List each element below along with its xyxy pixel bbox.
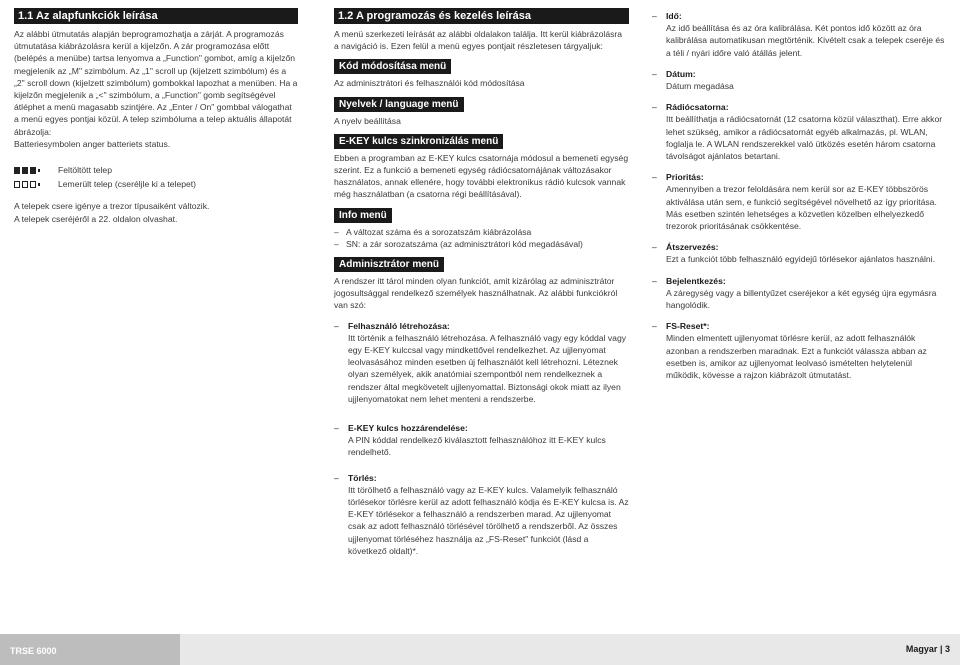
def-body: A PIN kóddal rendelkező kiválasztott felhasználóhoz itt E-KEY kulcs rendelhető. [348, 435, 606, 458]
basic-functions-paragraph: Az alábbi útmutatás alapján beprogramozhatja a zárját. A programozás útmutatása kiábrázolásra kerül a kijelzőn. A zár programozása előtt (belépés a menübe) tartsa lenyomva a „Function" gombot, amíg a kijelzőn megjelenik az „M" szimbólum. Az „1" scroll up (kijelzett szimbólum) és a „2" scroll down (kijelzett szimbólum) gombokkal lapozhat a menüben. Ha a kijelzőn megjelenik a „<" szimbólum, a „Function" gomb segítségével átléphet a menü magasabb szintjére. Az „Enter / On" gombbal válogathat a menü egyes pontjai közül. A telep szimbóluma a telep aktuális állapotát ábrázolja: [14, 29, 298, 137]
def-title: – Prioritás: [652, 171, 947, 183]
def-date [652, 68, 947, 92]
battery-type-note: A telepek csere igénye a trezor típusaiként változik. [14, 201, 210, 212]
battery-empty-label: Lemerült telep (cseréljle ki a telepet) [58, 179, 197, 190]
def-priority [652, 171, 947, 232]
def-fs-reset [652, 320, 947, 381]
battery-empty-row [14, 178, 298, 190]
page-footer [0, 631, 960, 665]
def-body: Itt történik a felhasználó létrehozása. A felhasználó vagy egy kóddal vagy egy E-KEY kulccsal vagy mindkettővel rendelkezhet. Az ujjlenyomat leolvasásához minden esetben új felhasználót kell létrehozni. Léteznek olyan személyek, akik anatómiai szempontból nem rendelkeznek a rendszer által megkövetelt ujjlenyomattal. Biztonsági okok miatt az ilyen ujjlenyomatokat nem lehet menteni a rendszerbe. [348, 332, 627, 404]
def-delete [334, 472, 629, 557]
def-title: – Idő: [652, 10, 947, 22]
footer-page-number: 3 [944, 644, 950, 654]
def-body: Amennyiben a trezor feloldására nem kerül sor az E-KEY többszörös aktiválása után sem, e funkció segítségével növelhető az így prioritása. Más esetben szintén lehetséges a közvetlen közelben elhelyezkedő trezorok prioritásának csökkentése. [666, 184, 937, 232]
battery-full-row [14, 164, 298, 176]
list-item: – SN: a zár sorozatszáma (az adminisztrátori kód megadásával) [334, 238, 629, 250]
menu-intro: A menü szerkezeti leírását az alábbi oldalakon találja. Itt kerül kiábrázolásra a navigáció is. Ezen felül a menü egyes pontjait részletesen tárgyaljuk: [334, 29, 623, 52]
footer-model: TRSE 6000 [10, 646, 57, 656]
def-body: Itt törölhető a felhasználó vagy az E-KEY kulcs. Valamelyik felhasználó törlésekor törlésre kerül az adott felhasználó kódja és E-KEY kulcsa is. Az E-KEY törlésekor a felhasználó a rendszerben marad. Az ujjlenyomat csak az adott felhasználó törlésével törölhető a rendszerből. Az összes ujjlenyomat törléséhez használja az „FS-Reset" funkciót (lásd a következő oldalt)*. [348, 484, 629, 556]
code-menu-heading: Kód módosítása menü [334, 59, 451, 74]
def-title: – Törlés: [334, 472, 629, 484]
def-title: – Rádiócsatorna: [652, 101, 947, 113]
section-heading-1-2: 1.2 A programozás és kezelés leírása [334, 8, 629, 24]
def-time [652, 10, 947, 59]
def-assign-ekey [334, 422, 629, 459]
def-login [652, 275, 947, 312]
def-radio-channel [652, 101, 947, 162]
def-title: – Átszervezés: [652, 241, 947, 253]
language-menu-body: A nyelv beállítása [334, 115, 401, 126]
def-title: – FS-Reset*: [652, 320, 947, 332]
footer-language: Magyar [905, 644, 938, 654]
battery-full-icon [14, 166, 50, 174]
admin-menu-heading: Adminisztrátor menü [334, 257, 444, 272]
language-menu-heading: Nyelvek / language menü [334, 97, 464, 112]
def-body: Itt beállíthatja a rádiócsatornát (12 csatorna közül választhat). Erre akkor lehet szükség, amikor a rádiócsatornát egyéb alkalmazás, pl. WLAN, foglalja le. A WLAN rendszerekkel való ütközés esetén három csatorna távolságot ajánlatos betartani. [666, 114, 943, 162]
def-body: Az idő beállítása és az óra kalibrálása. Két pontos idő között az óra kalibrálása automatikusan megtörténik. Kivételt csak a telepek cseréje és a téli / nyári időre való átállás jelent. [666, 23, 945, 58]
column-right [652, 10, 947, 390]
ekey-sync-menu-body: Ebben a programban az E-KEY kulcs csatornája módosul a bemeneti egység szerint. Ez a funkció a bemeneti egység rádiócsatornájának változásakor használatos, annak ellenére, hogy további elektronikus rádió kulcsok vannak még használatban (a csatorna régi beállításával). [334, 152, 629, 200]
def-body: Dátum megadása [666, 81, 734, 92]
info-menu-heading: Info menü [334, 208, 392, 223]
def-title: – E-KEY kulcs hozzárendelése: [334, 422, 629, 434]
admin-menu-body: A rendszer itt tárol minden olyan funkciót, amit kizárólag az adminisztrátor jogosultsággal rendelkező személyek használhatnak. Az alábbi funkciókról van szó: [334, 276, 618, 311]
def-title: – Bejelentkezés: [652, 275, 947, 287]
def-reorganize [652, 241, 947, 265]
footer-separator: | [939, 644, 943, 654]
ekey-sync-menu-heading: E-KEY kulcs szinkronizálás menü [334, 134, 503, 149]
def-body: A záregység vagy a billentyűzet cseréjekor a két egység újra egymásra hangolódik. [666, 287, 937, 311]
def-title: – Dátum: [652, 68, 947, 80]
column-left [14, 8, 298, 225]
def-body: Ezt a funkciót több felhasználó egyidejű törlésekor ajánlatos használni. [666, 254, 935, 265]
battery-full-label: Feltöltött telep [58, 165, 112, 176]
def-create-user [334, 320, 629, 405]
battery-status-note: Batteriesymbolen anger batteriets status. [14, 138, 171, 149]
column-middle [334, 8, 629, 566]
def-title: – Felhasználó létrehozása: [334, 320, 629, 332]
battery-empty-icon [14, 180, 50, 188]
footer-page-label [906, 643, 950, 656]
info-menu-list [334, 226, 629, 250]
def-body: Minden elmentett ujjlenyomat törlésre kerül, az adott felhasználók azonban a rendszerben maradnak. Ezt a funkciót válassza abban az esetben is, amikor az ujjlenyomat leolvasó ismételten helytelenül működik, kövesse a rajzon kiábrázolt útmutatást. [666, 333, 927, 381]
code-menu-body: Az adminisztrátori és felhasználói kód módosítása [334, 78, 525, 89]
list-item: – A változat száma és a sorozatszám kiábrázolása [334, 226, 629, 238]
battery-page-reference: A telepek cseréjéről a 22. oldalon olvashat. [14, 213, 178, 224]
section-heading-1-1: 1.1 Az alapfunkciók leírása [14, 8, 298, 24]
